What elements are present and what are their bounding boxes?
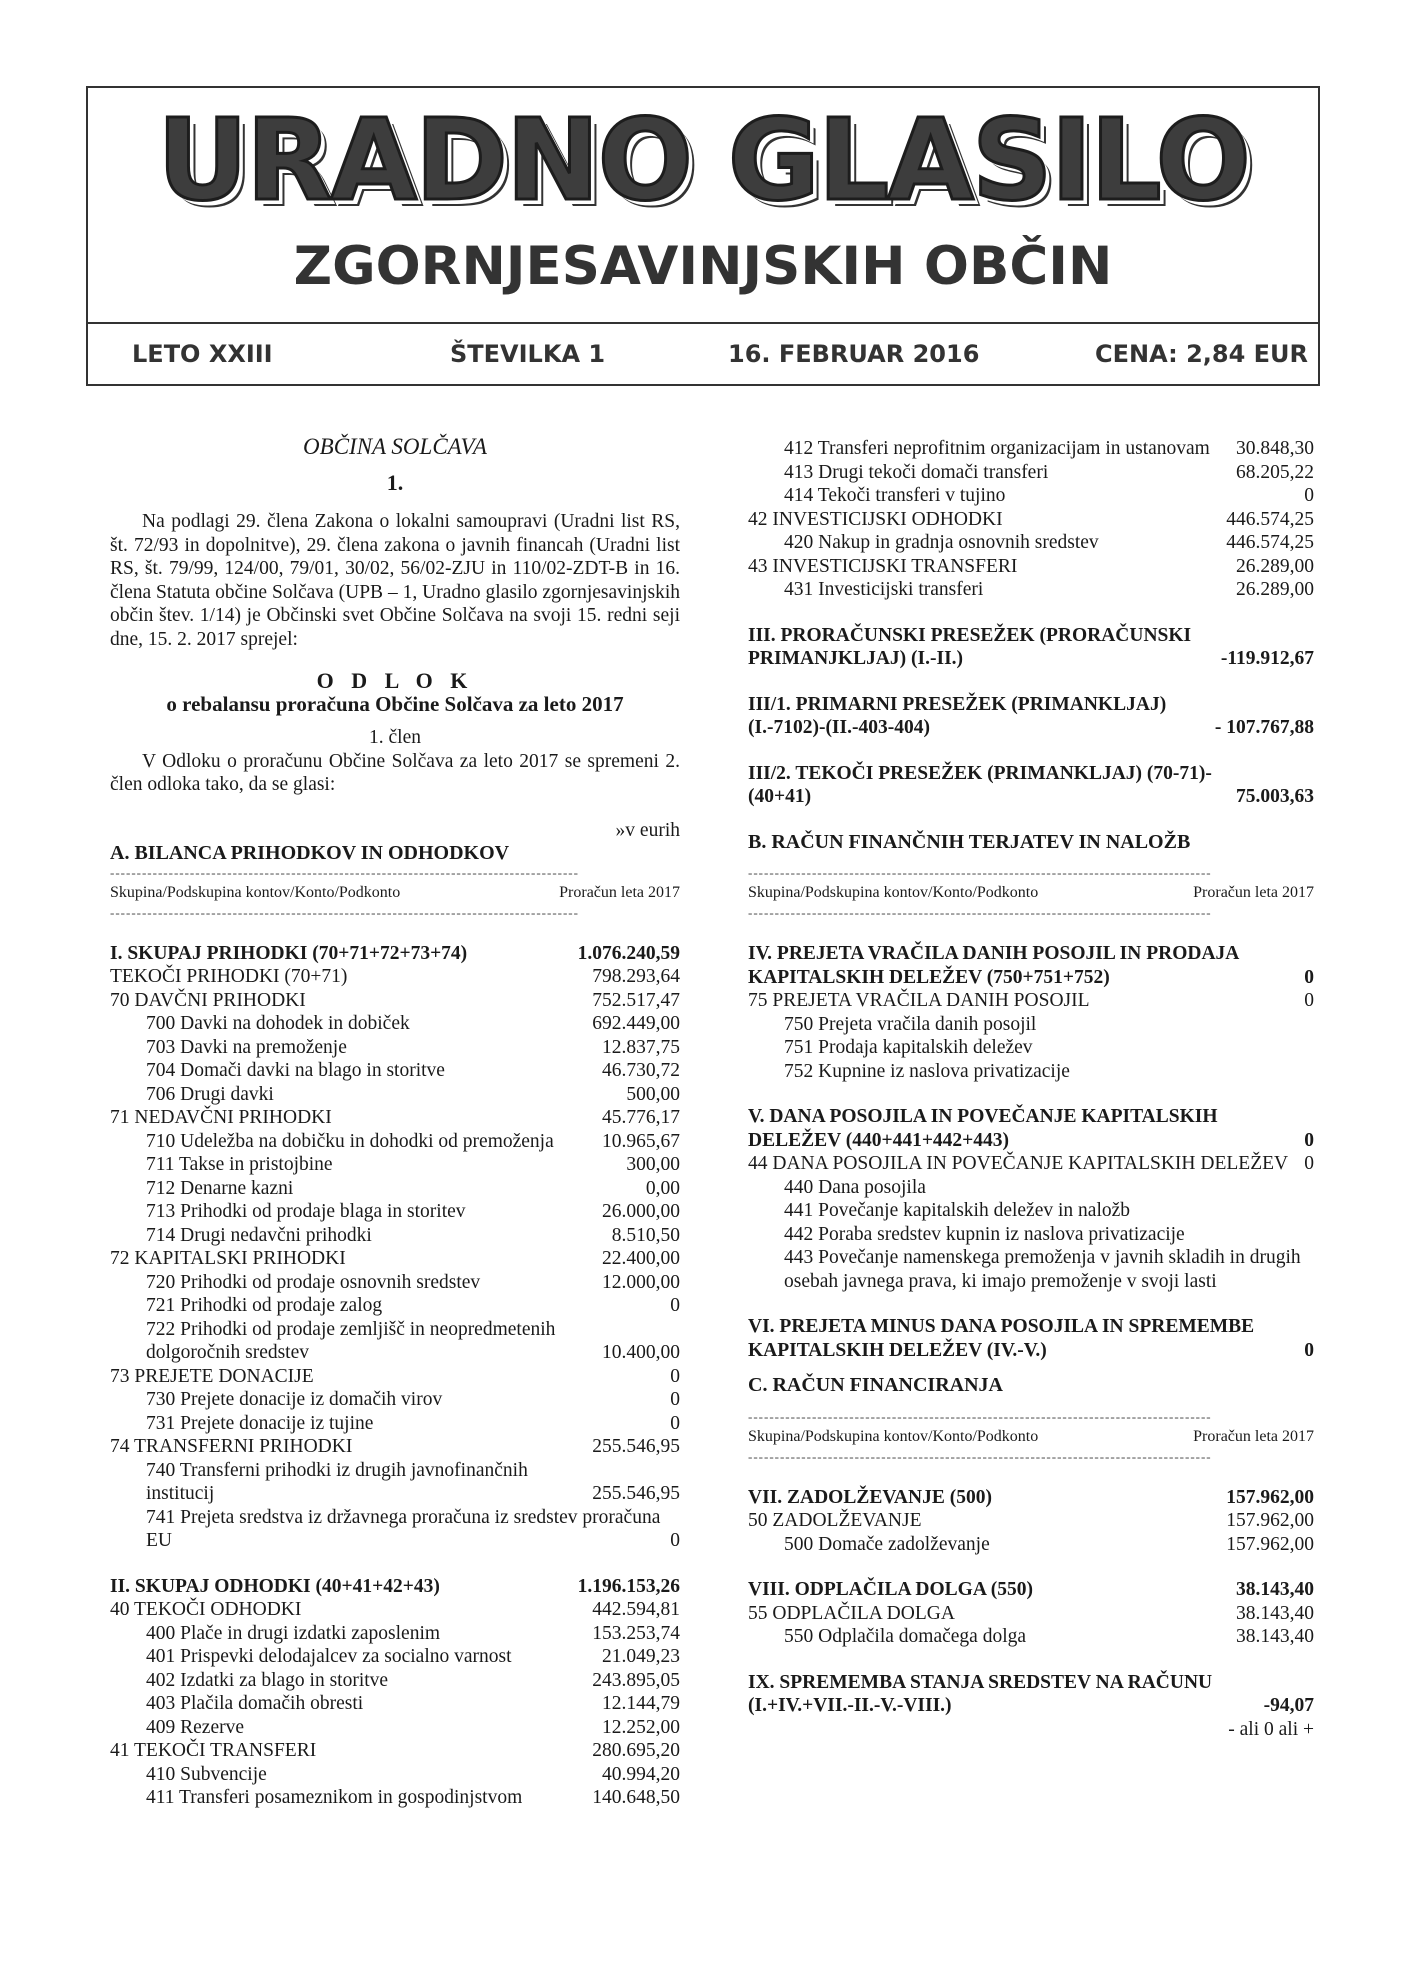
table-row bbox=[748, 1533, 1314, 1557]
table-row bbox=[110, 989, 680, 1013]
row-label: 741 Prejeta sredstva iz državnega proračuna iz sredstev proračuna EU bbox=[146, 1506, 661, 1551]
right-column bbox=[748, 437, 1314, 1741]
table-row bbox=[748, 989, 1314, 1013]
row-value: 10.965,67 bbox=[602, 1130, 680, 1152]
table-row bbox=[748, 437, 1314, 461]
decree-title: O D L O K bbox=[316, 668, 474, 693]
header-account: Skupina/Podskupina kontov/Konto/Podkonto bbox=[748, 1427, 1039, 1445]
total-row-iv: IV. PREJETA VRAČILA DANIH POSOJIL IN PRODAJA KAPITALSKIH DELEŽEV (750+751+752) 0 bbox=[748, 943, 1314, 988]
table-row bbox=[110, 1130, 680, 1154]
table-header bbox=[110, 880, 680, 906]
row-value: 446.574,25 bbox=[1226, 508, 1314, 530]
row-value: 10.400,00 bbox=[602, 1342, 680, 1363]
row-label: I. SKUPAJ PRIHODKI (70+71+72+73+74) bbox=[110, 942, 468, 964]
row-value: 442.594,81 bbox=[592, 1599, 680, 1620]
row-value: 21.049,23 bbox=[602, 1646, 680, 1667]
dash-line: --------------------------------------------------------------------------------------- bbox=[748, 1449, 1212, 1464]
dash-line: --------------------------------------------------------------------------------------- bbox=[748, 1409, 1212, 1424]
table-row bbox=[748, 1602, 1314, 1626]
row-value: 243.895,05 bbox=[592, 1669, 680, 1691]
dash-line: --------------------------------------------------------------------------------------- bbox=[748, 866, 1212, 880]
table-row bbox=[110, 942, 680, 966]
row-value: 153.253,74 bbox=[592, 1622, 680, 1644]
row-label: 401 Prispevki delodajalcev za socialno varnost bbox=[146, 1646, 512, 1667]
row-value: 30.848,30 bbox=[1236, 438, 1314, 459]
table-row bbox=[110, 965, 680, 989]
row-label: 712 Denarne kazni bbox=[146, 1177, 294, 1199]
masthead-year: LETO XXIII bbox=[132, 340, 273, 368]
row-label: II. SKUPAJ ODHODKI (40+41+42+43) bbox=[110, 1575, 440, 1597]
section-iv-rows bbox=[748, 989, 1314, 1083]
header-budget: Proračun leta 2017 bbox=[1193, 1427, 1314, 1445]
table-row bbox=[110, 1459, 680, 1506]
left-column bbox=[110, 435, 680, 1810]
table-row bbox=[110, 1669, 680, 1693]
table-row bbox=[110, 1506, 680, 1553]
table-row bbox=[748, 555, 1314, 579]
row-label: 402 Izdatki za blago in storitve bbox=[146, 1669, 389, 1691]
table-row bbox=[110, 1575, 680, 1599]
total-row-v: V. DANA POSOJILA IN POVEČANJE KAPITALSKIH DELEŽEV (440+441+442+443) 0 bbox=[748, 1106, 1314, 1151]
row-label: 704 Domači davki na blago in storitve bbox=[146, 1060, 445, 1081]
row-value: - 107.767,88 bbox=[1214, 717, 1314, 738]
table-row bbox=[110, 1786, 680, 1810]
masthead-date: 16. FEBRUAR 2016 bbox=[728, 340, 980, 368]
table-row bbox=[110, 1294, 680, 1318]
row-label: 700 Davki na dohodek in dobiček bbox=[146, 1013, 410, 1034]
table-row bbox=[748, 484, 1314, 508]
row-value: 68.205,22 bbox=[1236, 461, 1314, 483]
table-row bbox=[110, 1200, 680, 1224]
row-label: 413 Drugi tekoči domači transferi bbox=[784, 461, 1049, 483]
row-value: 692.449,00 bbox=[592, 1013, 680, 1034]
table-row bbox=[110, 1036, 680, 1060]
table-row bbox=[748, 1152, 1314, 1176]
masthead-price: CENA: 2,84 EUR bbox=[1095, 340, 1308, 368]
row-label: 75 PREJETA VRAČILA DANIH POSOJIL bbox=[748, 990, 1090, 1011]
section-viii-rows bbox=[748, 1602, 1314, 1649]
table-row bbox=[110, 1059, 680, 1083]
row-value: 22.400,00 bbox=[602, 1248, 680, 1269]
table-header bbox=[748, 1424, 1314, 1450]
row-value: 255.546,95 bbox=[592, 1483, 680, 1504]
row-value: 12.252,00 bbox=[602, 1716, 680, 1738]
balance-note: - ali 0 ali + bbox=[1228, 1718, 1314, 1740]
row-value: 38.143,40 bbox=[1236, 1626, 1314, 1647]
row-label: 441 Povečanje kapitalskih deležev in naložb bbox=[784, 1200, 1131, 1221]
row-value: 0,00 bbox=[645, 1177, 680, 1199]
row-label: TEKOČI PRIHODKI (70+71) bbox=[110, 966, 348, 987]
row-value: 12.144,79 bbox=[602, 1693, 680, 1714]
row-label: 72 KAPITALSKI PRIHODKI bbox=[110, 1248, 346, 1269]
table-row bbox=[110, 1247, 680, 1271]
row-value: 1.076.240,59 bbox=[577, 942, 680, 964]
row-value: 0 bbox=[670, 1389, 680, 1410]
row-label: 409 Rezerve bbox=[146, 1716, 244, 1738]
row-value: 0 bbox=[670, 1412, 680, 1434]
header-account: Skupina/Podskupina kontov/Konto/Podkonto bbox=[110, 883, 401, 901]
expense-table bbox=[110, 1575, 680, 1810]
row-value: 1.196.153,26 bbox=[577, 1575, 680, 1597]
dash-line: --------------------------------------------------------------------------------------- bbox=[748, 906, 1212, 920]
row-label: III. PRORAČUNSKI PRESEŽEK (PRORAČUNSKI PRIMANJKLJAJ) (I.-II.) bbox=[748, 624, 1192, 669]
table-row bbox=[748, 1176, 1314, 1200]
table-row bbox=[110, 1622, 680, 1646]
table-row bbox=[748, 1509, 1314, 1533]
row-label: 40 TEKOČI ODHODKI bbox=[110, 1599, 302, 1620]
dash-line: ---------------------------------------------------------------------------------------- bbox=[110, 865, 579, 880]
document-number: 1. bbox=[386, 469, 404, 495]
table-row bbox=[110, 1645, 680, 1669]
row-value: 38.143,40 bbox=[1236, 1602, 1314, 1624]
table-row bbox=[748, 461, 1314, 485]
row-value: 40.994,20 bbox=[602, 1763, 680, 1785]
row-label: 412 Transferi neprofitnim organizacijam in ustanovam bbox=[784, 438, 1210, 459]
revenue-table bbox=[110, 942, 680, 1553]
table-row bbox=[110, 1365, 680, 1389]
row-label: 73 PREJETE DONACIJE bbox=[110, 1365, 314, 1387]
expense-table-continued bbox=[748, 437, 1314, 602]
row-value: 157.962,00 bbox=[1226, 1533, 1314, 1555]
row-value: 12.000,00 bbox=[602, 1271, 680, 1293]
masthead-divider bbox=[88, 322, 1318, 324]
table-row bbox=[110, 1318, 680, 1365]
row-label: 443 Povečanje namenskega premoženja v javnih skladih in drugih osebah javnega prava, ki imajo premoženje v svoji lasti bbox=[784, 1247, 1301, 1292]
row-value: 752.517,47 bbox=[592, 989, 680, 1011]
row-label: 71 NEDAVČNI PRIHODKI bbox=[110, 1107, 332, 1128]
masthead bbox=[86, 86, 1320, 386]
section-v-rows bbox=[748, 1152, 1314, 1293]
table-row bbox=[110, 1763, 680, 1787]
row-label: 731 Prejete donacije iz tujine bbox=[146, 1412, 374, 1434]
table-row bbox=[110, 1692, 680, 1716]
row-label: 442 Poraba sredstev kupnin iz naslova privatizacije bbox=[784, 1223, 1185, 1245]
surplus-block bbox=[748, 624, 1314, 831]
table-row bbox=[110, 1435, 680, 1459]
row-label: 400 Plače in drugi izdatki zaposlenim bbox=[146, 1622, 441, 1644]
row-label: III/2. TEKOČI PRESEŽEK (PRIMANKLJAJ) (70-71)-(40+41) bbox=[748, 762, 1212, 807]
row-value: 0 bbox=[670, 1295, 680, 1316]
row-label: III/1. PRIMARNI PRESEŽEK (PRIMANKLJAJ) (I.-7102)-(II.-403-404) bbox=[748, 693, 1167, 738]
row-value: 26.289,00 bbox=[1236, 579, 1314, 600]
row-label: 411 Transferi posameznikom in gospodinjstvom bbox=[146, 1787, 523, 1808]
table-row bbox=[748, 1625, 1314, 1649]
row-label: 721 Prihodki od prodaje zalog bbox=[146, 1295, 383, 1316]
row-label: 44 DANA POSOJILA IN POVEČANJE KAPITALSKIH DELEŽEV bbox=[748, 1153, 1289, 1174]
surplus-row bbox=[748, 624, 1314, 671]
row-label: 440 Dana posojila bbox=[784, 1176, 926, 1198]
row-value: 0 bbox=[1304, 1153, 1314, 1174]
row-value: 500,00 bbox=[626, 1083, 680, 1105]
row-value: 140.648,50 bbox=[592, 1787, 680, 1808]
table-row bbox=[748, 1013, 1314, 1037]
row-label: 722 Prihodki od prodaje zemljišč in neopredmetenih dolgoročnih sredstev bbox=[146, 1318, 556, 1363]
table-row bbox=[110, 1271, 680, 1295]
header-account: Skupina/Podskupina kontov/Konto/Podkonto bbox=[748, 884, 1039, 901]
row-label: 730 Prejete donacije iz domačih virov bbox=[146, 1389, 443, 1410]
row-label: 414 Tekoči transferi v tujino bbox=[784, 485, 1006, 506]
row-value: 798.293,64 bbox=[592, 966, 680, 987]
row-label: 431 Investicijski transferi bbox=[784, 579, 984, 600]
table-row bbox=[110, 1412, 680, 1436]
row-value: 300,00 bbox=[626, 1154, 680, 1175]
intro-paragraph: Na podlagi 29. člena Zakona o lokalni samoupravi (Uradni list RS, št. 72/93 in dopolnitve), 29. člena zakona o javnih financah (Uradni list RS, št. 79/99, 124/00, 79/01, 30/02, 56/02-ZJU in 110/02-ZDT-B in 16. člena Statuta občine Solčava (UPB – 1, Uradno glasilo zgornjesavinjskih občin štev. 1/14) je Občinski svet Občine Solčava na svoji 15. redni seji dne, 15. 2. 2017 sprejel: bbox=[110, 511, 680, 650]
dash-line: ---------------------------------------------------------------------------------------- bbox=[110, 905, 579, 920]
row-value: 26.000,00 bbox=[602, 1201, 680, 1222]
row-value: 26.289,00 bbox=[1236, 555, 1314, 577]
row-value: 255.546,95 bbox=[592, 1436, 680, 1457]
row-label: 74 TRANSFERNI PRIHODKI bbox=[110, 1436, 353, 1457]
row-label: 403 Plačila domačih obresti bbox=[146, 1693, 364, 1714]
table-row bbox=[748, 1060, 1314, 1084]
table-header bbox=[748, 880, 1314, 906]
row-label: 752 Kupnine iz naslova privatizacije bbox=[784, 1060, 1070, 1082]
table-row bbox=[110, 1177, 680, 1201]
row-label: 50 ZADOLŽEVANJE bbox=[748, 1510, 922, 1531]
table-row bbox=[110, 1012, 680, 1036]
section-vii-rows bbox=[748, 1509, 1314, 1556]
row-label: 714 Drugi nedavčni prihodki bbox=[146, 1224, 372, 1246]
total-row-vi: VI. PREJETA MINUS DANA POSOJILA IN SPREMEMBE KAPITALSKIH DELEŽEV (IV.-V.) 0 bbox=[748, 1316, 1314, 1361]
surplus-row bbox=[748, 762, 1314, 809]
article-heading: 1. člen bbox=[369, 727, 421, 748]
municipality-name: OBČINA SOLČAVA bbox=[303, 434, 487, 459]
total-row-vii: VII. ZADOLŽEVANJE (500) 157.962,00 bbox=[748, 1486, 1314, 1508]
row-label: 751 Prodaja kapitalskih deležev bbox=[784, 1037, 1033, 1058]
row-label: 740 Transferni prihodki iz drugih javnofinančnih institucij bbox=[146, 1459, 528, 1504]
row-value: 0 bbox=[1304, 990, 1314, 1011]
row-label: 42 INVESTICIJSKI ODHODKI bbox=[748, 508, 1003, 530]
row-label: 55 ODPLAČILA DOLGA bbox=[748, 1602, 955, 1624]
table-row bbox=[110, 1224, 680, 1248]
table-row bbox=[110, 1388, 680, 1412]
row-label: 500 Domače zadolževanje bbox=[784, 1533, 990, 1555]
row-label: 713 Prihodki od prodaje blaga in storitev bbox=[146, 1201, 466, 1222]
row-value: 0 bbox=[1304, 485, 1314, 506]
table-row bbox=[748, 508, 1314, 532]
masthead-subtitle: ZGORNJESAVINJSKIH OBČIN bbox=[293, 236, 1113, 297]
decree-subtitle: o rebalansu proračuna Občine Solčava za leto 2017 bbox=[166, 691, 624, 716]
table-row bbox=[748, 531, 1314, 555]
masthead-issue: ŠTEVILKA 1 bbox=[450, 340, 606, 368]
row-value: 157.962,00 bbox=[1226, 1510, 1314, 1531]
row-value: 45.776,17 bbox=[602, 1107, 680, 1128]
row-value: 280.695,20 bbox=[592, 1740, 680, 1761]
total-row-ix: IX. SPREMEMBA STANJA SREDSTEV NA RAČUNU (I.+IV.+VII.-II.-V.-VIII.) -94,07 bbox=[748, 1671, 1314, 1716]
table-row bbox=[110, 1739, 680, 1763]
row-label: 706 Drugi davki bbox=[146, 1083, 274, 1105]
row-label: 420 Nakup in gradnja osnovnih sredstev bbox=[784, 532, 1099, 553]
table-row bbox=[110, 1153, 680, 1177]
masthead-title: URADNO GLASILO bbox=[157, 96, 1249, 226]
table-row bbox=[110, 1083, 680, 1107]
row-value: 8.510,50 bbox=[611, 1224, 680, 1246]
surplus-row bbox=[748, 693, 1314, 740]
section-c-heading: C. RAČUN FINANCIRANJA bbox=[748, 1374, 1003, 1396]
row-value: 0 bbox=[670, 1530, 680, 1551]
row-label: 550 Odplačila domačega dolga bbox=[784, 1626, 1027, 1647]
row-label: 720 Prihodki od prodaje osnovnih sredstev bbox=[146, 1271, 481, 1293]
row-value: -119.912,67 bbox=[1220, 648, 1314, 669]
table-row bbox=[748, 578, 1314, 602]
row-label: 70 DAVČNI PRIHODKI bbox=[110, 989, 306, 1011]
header-budget: Proračun leta 2017 bbox=[559, 883, 680, 901]
row-value: 12.837,75 bbox=[602, 1036, 680, 1058]
row-value: 0 bbox=[670, 1365, 680, 1387]
table-row bbox=[110, 1106, 680, 1130]
header-budget: Proračun leta 2017 bbox=[1193, 884, 1314, 901]
row-value: 46.730,72 bbox=[602, 1060, 680, 1081]
row-value: 75.003,63 bbox=[1236, 786, 1314, 807]
row-label: 703 Davki na premoženje bbox=[146, 1036, 347, 1058]
article-text: V Odloku o proračunu Občine Solčava za leto 2017 se spremeni 2. člen odloka tako, da se glasi: bbox=[110, 750, 680, 795]
section-b-heading: B. RAČUN FINANČNIH TERJATEV IN NALOŽB bbox=[748, 830, 1191, 853]
table-row bbox=[748, 1199, 1314, 1223]
section-a-heading: A. BILANCA PRIHODKOV IN ODHODKOV bbox=[110, 842, 510, 864]
row-label: 750 Prejeta vračila danih posojil bbox=[784, 1013, 1037, 1035]
table-row bbox=[748, 1036, 1314, 1060]
table-row bbox=[748, 1223, 1314, 1247]
table-row bbox=[110, 1716, 680, 1740]
table-row bbox=[110, 1598, 680, 1622]
row-label: 710 Udeležba na dobičku in dohodki od premoženja bbox=[146, 1130, 554, 1152]
table-row bbox=[748, 1246, 1314, 1293]
row-label: 410 Subvencije bbox=[146, 1763, 267, 1785]
row-label: 43 INVESTICIJSKI TRANSFERI bbox=[748, 555, 1018, 577]
row-label: 41 TEKOČI TRANSFERI bbox=[110, 1740, 317, 1761]
row-value: 446.574,25 bbox=[1226, 532, 1314, 553]
row-label: 711 Takse in pristojbine bbox=[146, 1154, 333, 1175]
total-row-viii: VIII. ODPLAČILA DOLGA (550) 38.143,40 bbox=[748, 1579, 1314, 1600]
currency-note: »v eurih bbox=[615, 819, 680, 841]
